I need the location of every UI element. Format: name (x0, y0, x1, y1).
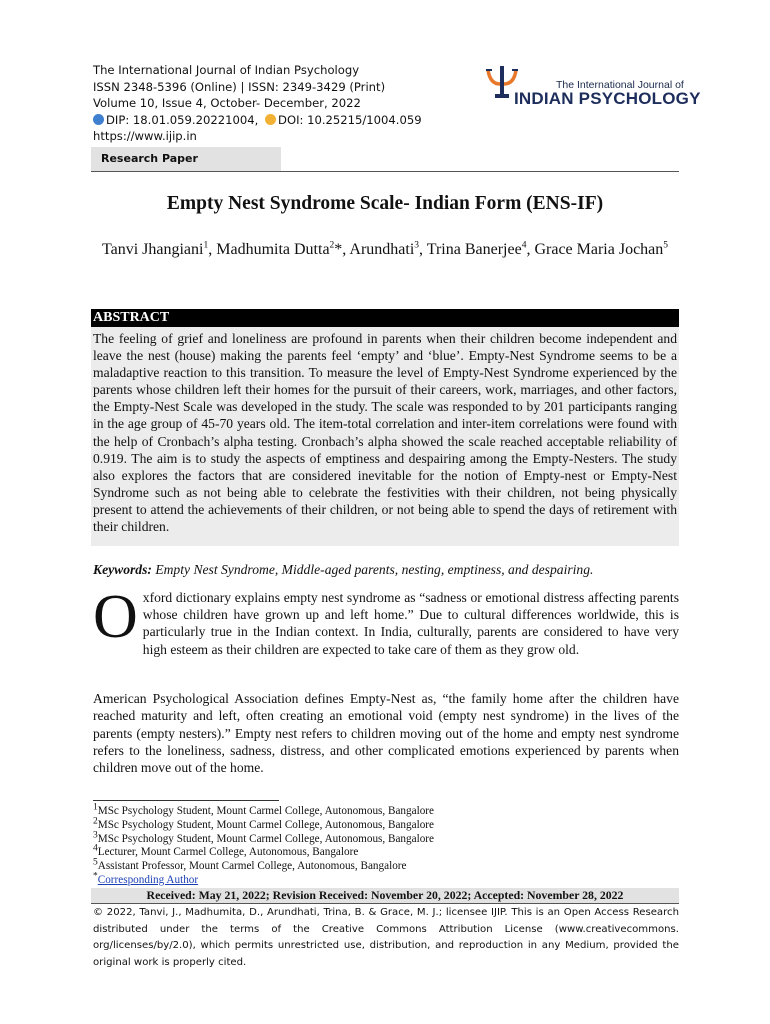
journal-header (93, 62, 422, 145)
author-name: Trina Banerjee (426, 241, 522, 258)
dip-badge-icon (93, 114, 104, 125)
footnote-number: 2 (93, 816, 98, 827)
journal-name: The International Journal of Indian Psychology (93, 63, 360, 77)
footnote-number: 4 (93, 843, 98, 854)
logo-line2: INDIAN PSYCHOLOGY (514, 89, 701, 108)
footnote-divider (93, 800, 279, 801)
issn-line: ISSN 2348-5396 (Online) | ISSN: 2349-3429 (Print) (93, 79, 386, 94)
author-separator: , (419, 241, 427, 258)
logo-line1: The International Journal of (556, 79, 684, 91)
author-separator: , (526, 241, 535, 258)
corresponding-author-note (93, 871, 679, 888)
footnote (93, 843, 679, 860)
received-dates: Received: May 21, 2022; Revision Received: November 20, 2022; Accepted: November 28, 2022 (91, 888, 679, 903)
paragraph-text: xford dictionary explains empty nest syndrome as “sadness or emotional distress affecting parents whose children have grown up and left home.” Due to cultural differences worldwide, this is particularly true in the Indian context. In India, culturally, parents are considered to have very high esteem as their children are expected to take care of them as they grow old. (142, 590, 679, 657)
footnote-text: Lecturer, Mount Carmel College, Autonomous, Bangalore (97, 846, 359, 859)
footnote-number: 1 (93, 802, 98, 813)
corresponding-author-link[interactable]: Corresponding Author (97, 873, 199, 886)
footnote (93, 829, 679, 847)
author-name: Grace Maria Jochan (534, 241, 664, 258)
license-text: © 2022, Tanvi, J., Madhumita, D., Arundhati, Trina, B. & Grace, M. J.; licensee IJIP. This is an Open Access Research distributed under the terms of the Creative Commons Attribution License (www.creativecommons. org/licenses/by/2.0), which permits unrestricted use, distribution, and reproduction in any Medium, provided the original work is properly cited. (93, 907, 679, 968)
journal-url[interactable]: https://www.ijip.in (93, 129, 197, 144)
author-affiliation-mark: 3 (414, 240, 420, 251)
received-divider (91, 903, 679, 904)
footnote (93, 802, 679, 819)
paper-type-tag: Research Paper (91, 147, 281, 171)
footnote-text: MSc Psychology Student, Mount Carmel College, Autonomous, Bangalore (97, 805, 434, 817)
author-name: Arundhati (349, 241, 415, 258)
header-divider (91, 171, 679, 172)
abstract-heading: ABSTRACT (91, 309, 679, 327)
footnote (93, 857, 679, 874)
footnote-text: MSc Psychology Student, Mount Carmel College, Autonomous, Bangalore (97, 832, 434, 845)
footnote (93, 816, 679, 833)
footnote-number: * (93, 871, 98, 882)
journal-logo (484, 64, 701, 108)
body-paragraph-2: American Psychological Association defines Empty-Nest as, “the family home after the children have reached maturity and left, often creating an emotional void (empty nest syndrome) in the lives of the parents (empty nesters).” Empty nest refers to children moving out of the home and empty nest syndrome refers to the loneliness, sadness, distress, and other complicated emotions experienced by parents when children move out of the home. (93, 691, 679, 776)
footnote-text: Assistant Professor, Mount Carmel College, Autonomous, Bangalore (97, 860, 407, 873)
author-list (91, 236, 679, 264)
footnote-number: 5 (93, 857, 98, 868)
author-name: Tanvi Jhangiani (101, 241, 204, 258)
volume-line: Volume 10, Issue 4, October- December, 2022 (93, 96, 361, 111)
author-affiliation-mark: 4 (521, 240, 527, 251)
doi-text: DOI: 10.25215/1004.059 (278, 112, 422, 127)
identifier-line (93, 112, 422, 129)
paper-title: Empty Nest Syndrome Scale- Indian Form (ENS-IF) (166, 193, 604, 214)
dip-text: DIP: 18.01.059.20221004, (106, 112, 259, 127)
author-separator: , (342, 241, 350, 258)
corresponding-mark: * (334, 241, 343, 258)
keywords-label: Keywords: (93, 562, 152, 577)
footnote-text: MSc Psychology Student, Mount Carmel College, Autonomous, Bangalore (97, 818, 434, 831)
keywords-text: Empty Nest Syndrome, Middle-aged parents, nesting, emptiness, and despairing. (155, 562, 594, 577)
author-affiliation-mark: 5 (663, 240, 669, 251)
body-paragraph-1 (93, 583, 679, 658)
footnotes (93, 802, 679, 888)
footnote-number: 3 (93, 829, 98, 840)
doi-badge-icon (265, 114, 276, 125)
abstract-text: The feeling of grief and loneliness are profound in parents when their children become independent and leave the nest (house) making the parents feel ‘empty’ and ‘blue’. Empty-Nest Syndrome seems to be a maladaptive reaction to this transition. To measure the level of Empty-Nest Syndrome experienced by the parents whose children left their homes for the pursuit of their careers, work, marriages, and other factors, the Empty-Nest Scale was developed in the study. The scale was responded to by 201 participants ranging in the age group of 45-70 years old. The item-total correlation and inter-item correlations were found with the help of Cronbach’s alpha testing. Cronbach’s alpha showed the scale reached acceptable reliability of 0.919. The aim is to study the aspects of emptiness and despairing among the Empty-Nesters. The study also explores the factors that are considered inevitable for the notion of Empty-nest or Empty-Nest Syndrome such as not being able to celebrate the festivities with their children, not being physically present to attend the achievements of their children, or not being able to spend the days of retirement with their children. (91, 327, 679, 546)
author-affiliation-mark: 2 (329, 240, 335, 251)
drop-cap: O (93, 583, 138, 651)
author-affiliation-mark: 1 (203, 240, 209, 251)
author-separator: , (208, 241, 217, 258)
author-name: Madhumita Dutta (216, 241, 330, 258)
keywords (93, 562, 679, 578)
